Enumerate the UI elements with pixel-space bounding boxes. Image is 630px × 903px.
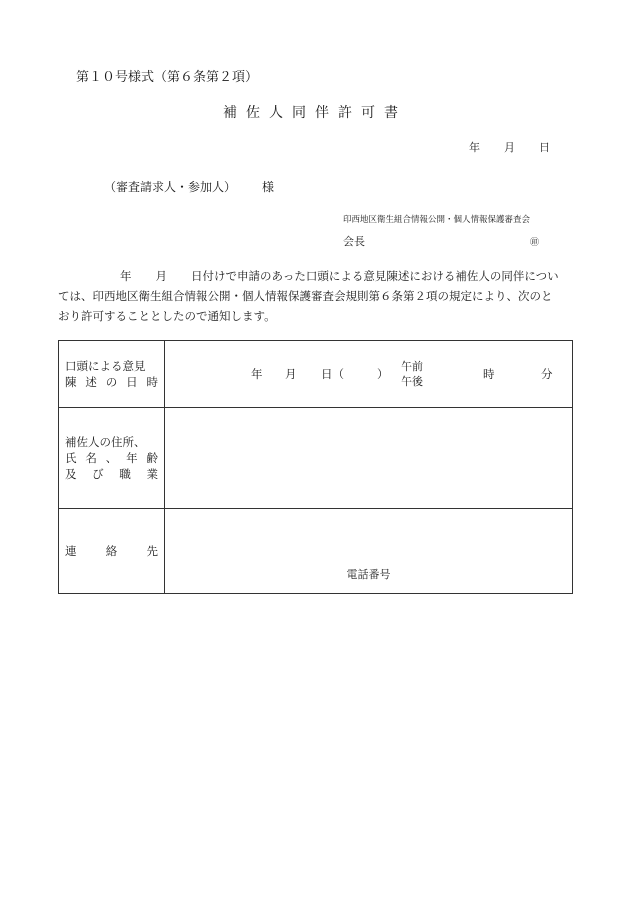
label-line-spread: 陳 述 の 日 時 bbox=[65, 375, 158, 389]
body-line-1 bbox=[58, 266, 573, 286]
am-pm-options bbox=[401, 359, 423, 389]
label-line-spread: 氏 名 、 年 齢 bbox=[65, 451, 158, 465]
issuer-organization: 印西地区衛生組合情報公開・個人情報保護審査会 bbox=[343, 215, 531, 225]
label-line: 口頭による意見 bbox=[65, 359, 146, 373]
body-line1-rest: 日付けで申請のあった口頭による意見陳述における補佐人の同伴につい bbox=[191, 269, 559, 283]
value-hearing-datetime bbox=[165, 341, 573, 408]
body-line-2: ては、印西地区衛生組合情報公開・個人情報保護審査会規則第６条第２項の規定により、次のと bbox=[58, 289, 553, 303]
dt-month: 月 bbox=[285, 367, 297, 381]
dt-minute: 分 bbox=[541, 367, 553, 381]
body-month: 月 bbox=[155, 269, 167, 283]
issuer-chair: 会長 bbox=[343, 235, 365, 248]
label-line-spread: 連 絡 先 bbox=[65, 544, 158, 558]
label-line-spread: 及 び 職 業 bbox=[65, 467, 158, 481]
table-row-contact bbox=[59, 509, 573, 594]
document-title: 補佐人同伴許可書 bbox=[223, 105, 407, 121]
dt-year: 年 bbox=[251, 367, 263, 381]
value-contact[interactable] bbox=[165, 509, 573, 594]
date-line bbox=[469, 139, 550, 155]
label-contact bbox=[59, 509, 165, 594]
addressee bbox=[104, 178, 274, 195]
label-hearing-datetime bbox=[59, 341, 165, 408]
value-assistant-info[interactable] bbox=[165, 408, 573, 509]
label-line: 補佐人の住所、 bbox=[65, 435, 146, 449]
dt-am: 午前 bbox=[401, 360, 423, 373]
form-number: 第１０号様式（第６条第２項） bbox=[76, 70, 259, 85]
dt-hour: 時 bbox=[483, 367, 495, 381]
phone-number-label: 電話番号 bbox=[346, 567, 391, 581]
dt-pm: 午後 bbox=[401, 375, 423, 388]
body-line-3: おり許可することとしたので通知します。 bbox=[58, 309, 276, 323]
permission-table bbox=[58, 340, 573, 594]
seal-mark: ㊞ bbox=[530, 238, 540, 248]
dt-close-paren: ） bbox=[377, 367, 389, 381]
table-row-datetime bbox=[59, 341, 573, 408]
date-day: 日 bbox=[539, 141, 550, 154]
date-year: 年 bbox=[469, 141, 480, 154]
dt-day: 日（ bbox=[321, 367, 344, 381]
addressee-honorific: 様 bbox=[262, 180, 275, 194]
table-row-assistant bbox=[59, 408, 573, 509]
body-year: 年 bbox=[120, 269, 132, 283]
label-assistant-info bbox=[59, 408, 165, 509]
addressee-role: （審査請求人・参加人） bbox=[104, 180, 237, 194]
date-month: 月 bbox=[504, 141, 515, 154]
notice-body bbox=[58, 266, 573, 326]
